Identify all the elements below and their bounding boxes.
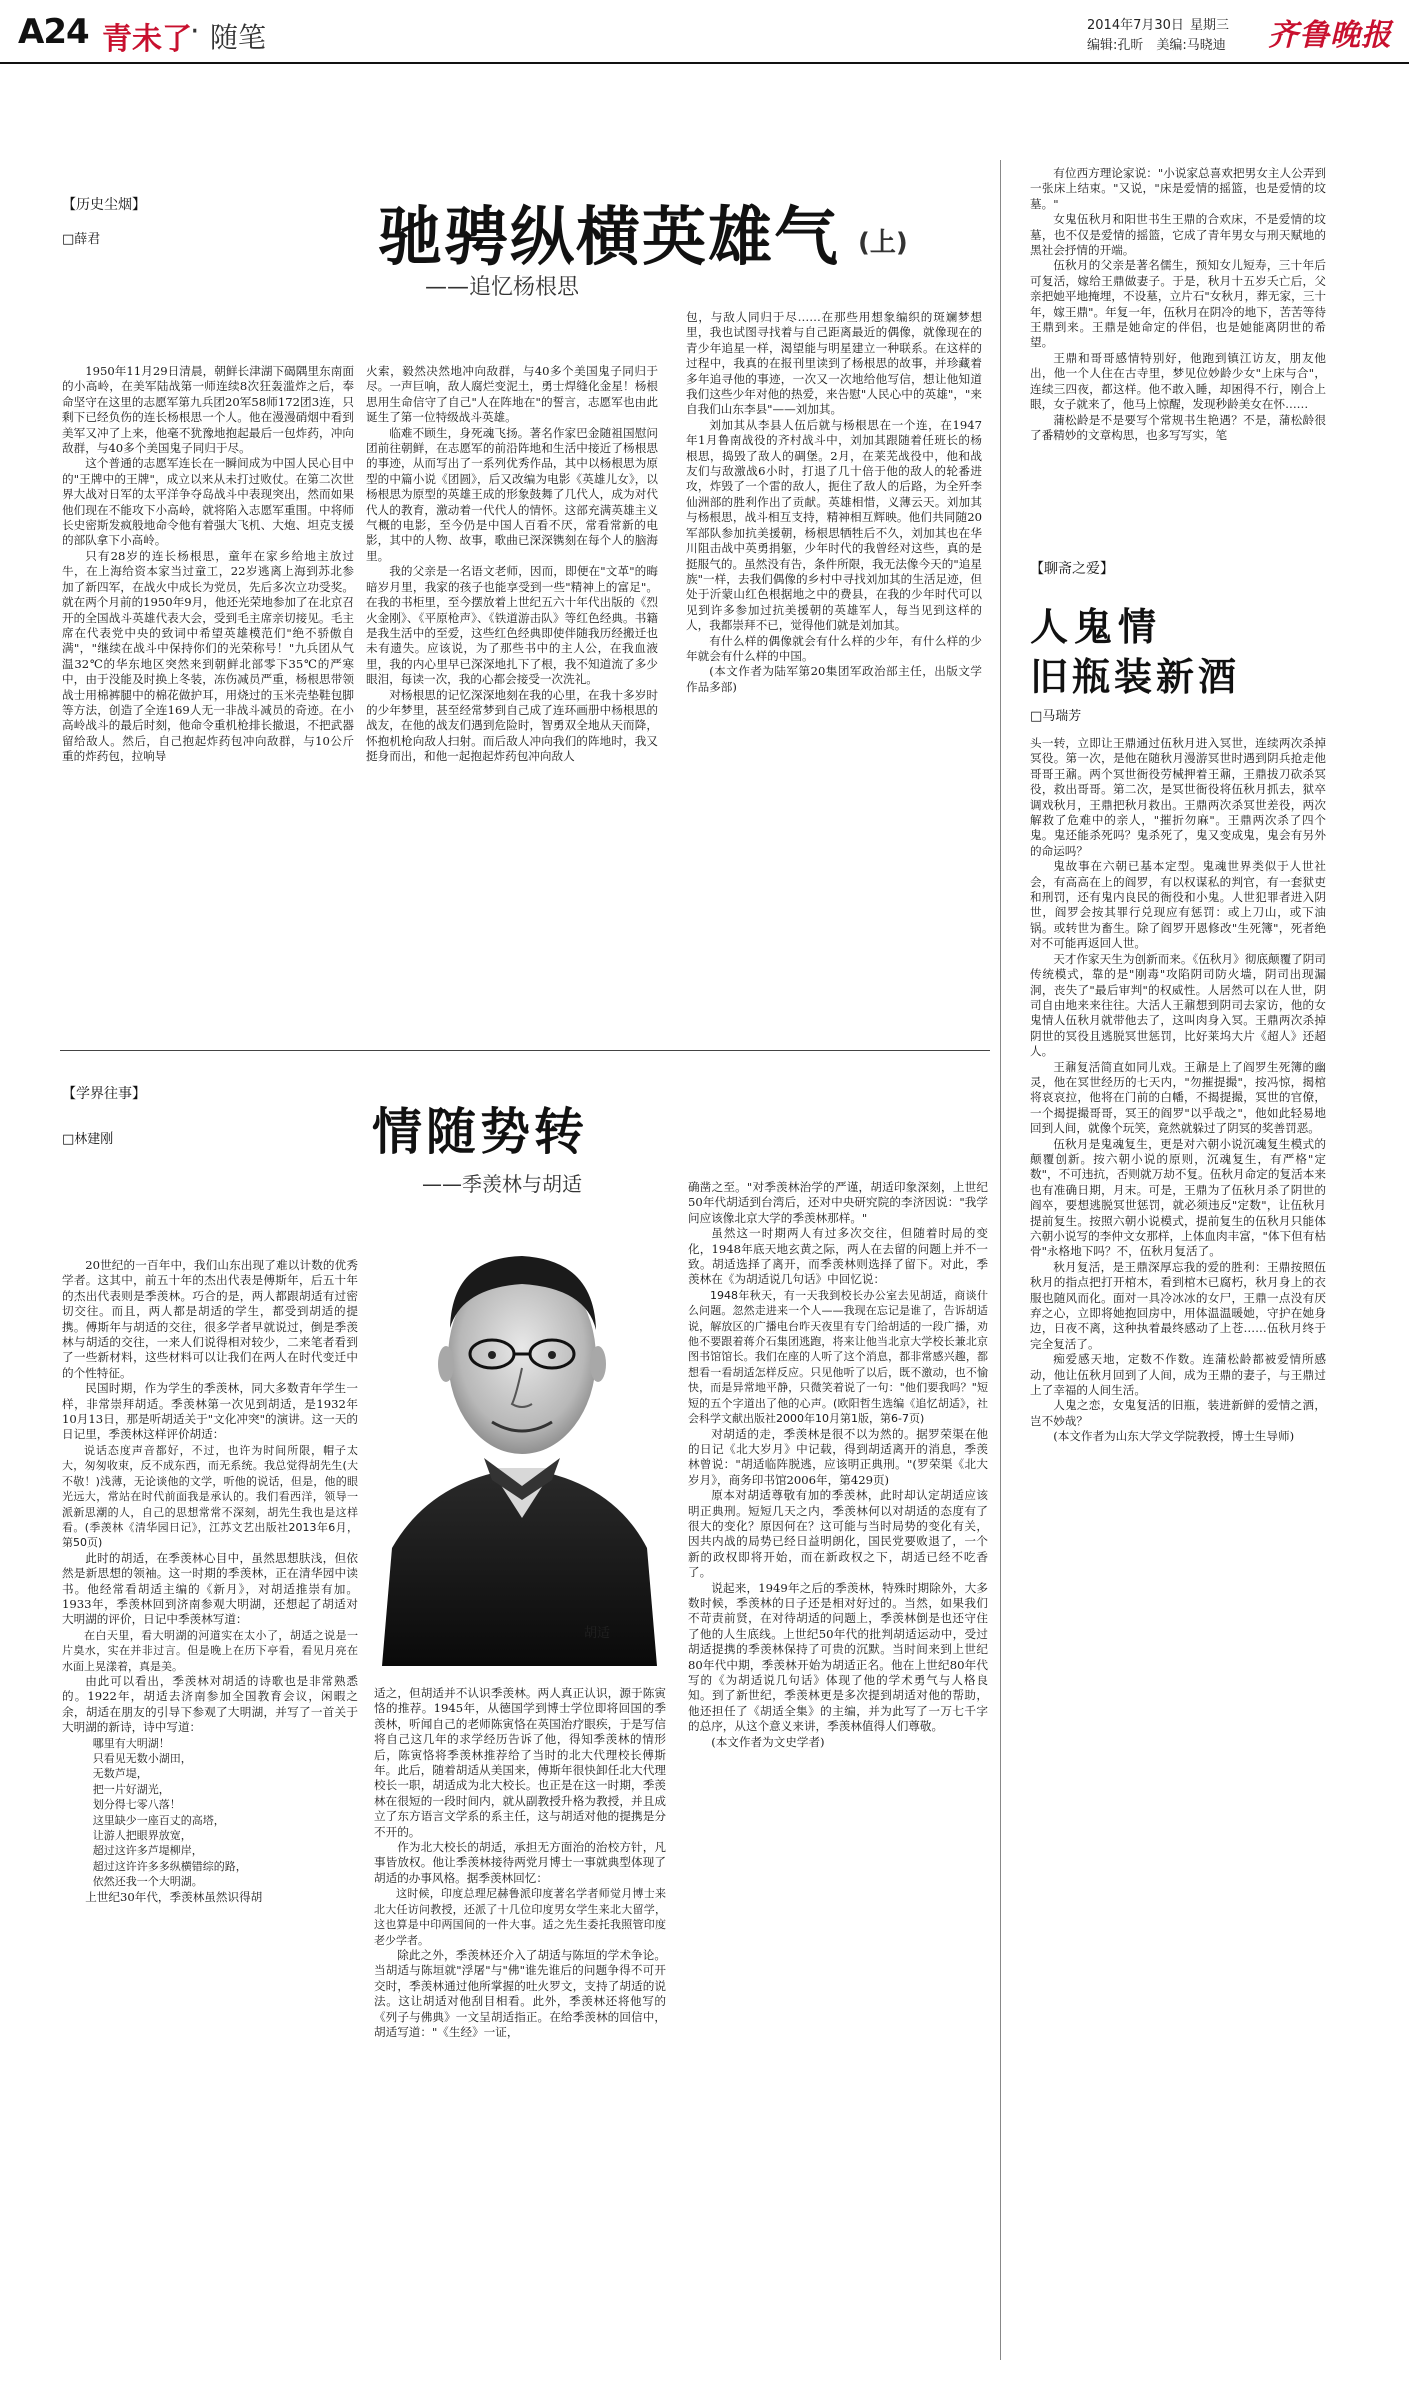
- article1-column-tag: 【历史尘烟】: [62, 197, 146, 213]
- article2-paragraph: 此时的胡适，在季羡林心目中，虽然思想肤浅，但依然是新思想的领袖。这一时期的季羡林，正在清华园中读书。他经常看胡适主编的《新月》，对胡适推崇有加。1933年，季羡林回到济南参观大明湖，还想起了胡适对大明湖的评价，日记中季羡林写道：: [62, 1550, 358, 1627]
- portrait-illustration: [372, 1218, 662, 1666]
- poem-line: 哪里有大明湖！: [92, 1736, 170, 1750]
- article2-quote: 1948年秋天，有一天我到校长办公室去见胡适，商谈什么问题。忽然走进来一个人——我现在忘记是谁了，告诉胡适说，解放区的广播电台昨天夜里有专门给胡适的一段广播，劝他不要跟着蒋介石集团逃跑，将来让他当北京大学校长兼北京图书馆馆长。我们在座的人听了这个消息，都非常感兴趣，都想看一看胡适怎样反应。只见他听了以后，既不激动，也不愉快，而是异常地平静，只微笑着说了一句："他们要我吗？"短短的五个字道出了他的心声。(欧阳哲生选编《追忆胡适》，社会科学文献出版社2000年10月第1版，第6-7页): [688, 1288, 988, 1426]
- article1-paragraph: 刘加其从李县人伍后就与杨根思在一个连，在1947年1月鲁南战役的齐村战斗中，刘加其跟随着任班长的杨根思，捣毁了敌人的碉堡。2月，在莱芜战役中，他和战友们与敌激战6小时，打退了几十倍于他的敌人的轮番进攻，炸毁了一个雷的敌人，扼住了敌人的后路，为全歼李仙洲部的胜利作出了贡献。英雄相惜，义薄云天。刘加其与杨根思，战斗相互支持，精神相互辉映。他们共同随20军部队参加抗美援朝，杨根思牺牲后不久，刘加其也在华川阻击战中英勇捐躯，少年时代的我曾经对这些，真的是挺服气的。虽然没有告，条件所限，我无法像今天的"追星族"一样，去我们偶像的乡村中寻找刘加其的生活足迹，但处于沂蒙山红色根据地之中的费县，在我的少年时代可以见到许多参加过抗美援朝的英雄军人，每当见到这样的人，我都崇拜不已，觉得他们就是刘加其。: [686, 417, 982, 633]
- article1-paragraph: 有什么样的偶像就会有什么样的少年，有什么样的少年就会有什么样的中国。: [686, 633, 982, 663]
- article3-author: □马瑞芳: [1030, 709, 1082, 724]
- poem-line: 这里缺少一座百丈的高塔，: [92, 1813, 225, 1827]
- article2-paragraph: 民国时期，作为学生的季羡林，同大多数青年学生一样，非常崇拜胡适。季羡林第一次见到胡适，是1932年10月13日，那是听胡适关于"文化冲突"的演讲。这一天的日记里，季羡林这样评价胡适：: [62, 1381, 358, 1442]
- article1-title: 驰骋纵横英雄气: [378, 201, 840, 275]
- article1-column-2: [366, 364, 658, 1039]
- article1-paragraph: 1950年11月29日清晨，朝鲜长津湖下碣隅里东南面的小高岭，在美军陆战第一师连续8次狂轰滥炸之后，奉命坚守在这里的志愿军第九兵团20军58师172团3连，只剩下已经负伤的连长杨根思一个人。他在漫漫硝烟中看到美军又冲了上来，他毫不犹豫地抱起最后一包炸药，冲向敌群，与40多个美国鬼子同归于尽。: [62, 364, 354, 456]
- article3-column-bottom: [1030, 736, 1326, 2366]
- article3-title-line1: 人鬼情: [1030, 605, 1163, 649]
- article3-paragraph: 天才作家天生为创新而来。《伍秋月》彻底颠覆了阴司传统模式，靠的是"刚毒"攻陷阴司防火墙，阴司出现漏洞，丧失了"最后审判"的权威性。人居然可以在人世，阴司自由地来来往往。大活人王鼐想到阴司去家访，他的女鬼情人伍秋月就带他去了，这叫肉身入冥。王鼎两次杀掉阴世的冥役且逃脱冥世惩罚，比好莱坞大片《超人》还超人。: [1030, 951, 1326, 1059]
- article3-paragraph: 鬼故事在六朝已基本定型。鬼魂世界类似于人世社会，有高高在上的阎罗，有以权谋私的判官，有一套狱吏和刑罚，还有鬼内良民的衙役和小鬼。人世犯罪者进入阴世，阎罗会按其罪行兑现应有惩罚：或上刀山，或下油锅。或转世为畜生。除了阎罗开恩修改"生死簿"，死者绝对不可能再返回人世。: [1030, 859, 1326, 951]
- poem-line: 只看见无数小湖田，: [92, 1752, 192, 1765]
- poem-line: 划分得七零八落！: [92, 1798, 181, 1812]
- article2-quote: 说话态度声音都好，不过，也许为时间所限，帽子太大，匆匆收束，反不成东西，而无系统。我总觉得胡先生(大不敬！)浅薄，无论谈他的文学，听他的说话，但是，他的眼光远大，常站在时代前面我是承认的。我们看西洋，领导一派新思潮的人，自己的思想常常不深刻，胡先生我也是这样看。(季羡林《清华园日记》，江苏文艺出版社2013年6月，第50页): [62, 1443, 358, 1550]
- article2-author-note: (本文作者为文史学者): [711, 1734, 825, 1749]
- article2-paragraph: 原本对胡适尊敬有加的季羡林，此时却认定胡适应该明正典刑。短短几天之内，季羡林何以对胡适的态度有了很大的变化？原因何在？这可能与当时局势的变化有关，因共内战的局势已经日益明朗化，国民党要败退了，一个新的政权即将开始，而在新政权之下，胡适已经不吃香了。: [688, 1488, 988, 1580]
- article3-column-top: [1030, 166, 1326, 516]
- article3-paragraph: 王鼐复活简直如同儿戏。王鼐是上了阎罗生死簿的幽灵，他在冥世经历的七天内，"勿摧提撮"，按冯惊，揭棺将哀哀拉，他将在门前的白幡，不揭提撮，冥世的官僚，一个揭提撮哥哥，冥王的阎罗"以乎哉之"，他如此轻易地回到人间，就像个玩笑，竟然就躲过了阴冥的奖善罚恶。: [1030, 1059, 1326, 1136]
- article2-title: 情随势转: [372, 1103, 588, 1161]
- article1-paragraph: 临难不顾生，身死魂飞扬。著名作家巴金随祖国慰问团前往朝鲜，在志愿军的前沿阵地和生活中接近了杨根思的事迹，从而写出了一系列优秀作品，其中以杨根思为原型的中篇小说《团圆》，后又改编为电影《英雄儿女》，以杨根思为原型的英雄王成的形象鼓舞了几代人，成为对代代人的教育，激动着一代代人的情怀。这部充满英雄主义气概的电影，至今仍是中国人百看不厌，常看常新的电影，其中的人物、故事，歌曲已深深镌刻在每个人的脑海里。: [366, 425, 658, 563]
- section-dot: ·: [190, 14, 200, 49]
- article3-author-note: (本文作者为山东大学文学院教授，博士生导师): [1053, 1429, 1295, 1444]
- photo-caption: 胡适: [584, 1626, 611, 1641]
- article2-paragraph: 上世纪30年代，季羡林虽然识得胡: [85, 1889, 263, 1904]
- poem-line: 超过这许多芦堤柳岸，: [92, 1844, 203, 1858]
- poem-line: 超过这许许多多纵横错综的路，: [92, 1859, 247, 1873]
- article3-title-line2: 旧瓶装新酒: [1030, 655, 1241, 699]
- article1-title-part: (上): [858, 228, 908, 258]
- article1-column-1: [62, 364, 354, 1039]
- article2-column-2b: [374, 1686, 666, 2366]
- article2-paragraph: 除此之外，季羡林还介入了胡适与陈垣的学术争论。当胡适与陈垣就"浮屠"与"佛"谁先谁后的问题争得不可开交时，季羡林通过他所掌握的吐火罗文，支持了胡适的说法。这让胡适对他刮目相看。此外，季羡林还将他写的《列子与佛典》一文呈胡适指正。在给季羡林的回信中，胡适写道："《生经》一证，: [374, 1947, 666, 2039]
- article1-paragraph: 火索，毅然决然地冲向敌群，与40多个美国鬼子同归于尽。一声巨响，敌人腐烂变泥土，勇士焊缝化金星！杨根思用生命信守了自己"人在阵地在"的誓言，志愿军也由此诞生了第一位特级战斗英雄。: [366, 364, 658, 425]
- article1-paragraph: 对杨根思的记忆深深地刻在我的心里，在我十多岁时的少年梦里，甚至经常梦到自己成了连环画册中杨根思的战友，在他的战友们遇到危险时，智勇双全地从天而降，怀抱机枪向敌人扫射。而后敌人冲向我们的阵地时，我又挺身而出，和他一起抱起炸药包冲向敌人: [366, 687, 658, 764]
- article2-quote: 在白天里，看大明湖的河道实在太小了，胡适之说是一片臭水，实在并非过言。但是晚上在历下亭看，看见月亮在水面上晃漾着，真是美。: [62, 1628, 358, 1673]
- article1-author-note: (本文作者为陆军第20集团军政治部主任，出版文学作品多部): [686, 664, 982, 694]
- poem-line: 把一片好湖光，: [92, 1782, 170, 1796]
- article3-paragraph: 人鬼之恋，女鬼复活的旧瓶，装进新鲜的爱情之酒，岂不妙哉？: [1030, 1398, 1326, 1428]
- article2-column-tag: 【学界往事】: [62, 1086, 146, 1102]
- page-header: [0, 0, 1409, 70]
- article3-paragraph: 痴爱感天地，定数不作数。连蒲松龄都被爱情所感动，他让伍秋月回到了人间，成为王鼎的妻子，与王鼎过上了幸福的人间生活。: [1030, 1352, 1326, 1398]
- article3-column-tag: 【聊斋之爱】: [1030, 561, 1114, 577]
- article2-paragraph: 由此可以看出，季羡林对胡适的诗歌也是非常熟悉的。1922年，胡适去济南参加全国教育会议，闲暇之余，胡适在朋友的引导下参观了大明湖，并写了一首关于大明湖的新诗，诗中写道：: [62, 1673, 358, 1735]
- article3-paragraph: 伍秋月是鬼魂复生，更是对六朝小说沉魂复生模式的颠覆创新。按六朝小说的原则，沉魂复生，有严格"定数"，不可违抗，否则就万劫不复。伍秋月命定的复活本来也有准确日期，月末。可是，王鼎为了伍秋月杀了阴世的阎卒，要想逃脱冥世惩罚，就必须违反"定数"，让伍秋月提前复生。按照六朝小说模式，提前复生的伍秋月只能体六朝小说写的李仲文女那样，上体血肉丰富，"体下但有枯骨"永格地下吗？不，伍秋月复活了。: [1030, 1136, 1326, 1259]
- article1-paragraph: 只有28岁的连长杨根思，童年在家乡给地主放过牛，在上海给资本家当过童工，22岁逃离上海到苏北参加了新四军，在战火中成长为党员，先后多次立功受奖。就在两个月前的1950年9月，他还光荣地参加了在北京召开的全国战斗英雄代表大会，受到毛主席亲切接见。毛主席在代表党中央的致词中希望英雄模范们"绝不骄傲自满"，"继续在战斗中保持你们的光荣称号！"九兵团从气温32℃的华东地区突然来到朝鲜北部零下35℃的严寒中，由于没能及时换上冬装，冻伤减员严重，杨根思带领战士用棉裤腿中的棉花做护耳，用烧过的玉米壳垫鞋包脚等方法，创造了全连169人无一非战斗减员的奇迹。在小高岭战斗的最后时刻，他命令重机枪排长撤退，不把武器留给敌人。然后，自己抱起炸药包冲向敌群，与10公斤重的炸药包，拉响导: [62, 548, 354, 764]
- article3-paragraph: 伍秋月的父亲是著名儒生，预知女儿短寿，三十年后可复活，嫁给王鼎做妻子。于是，秋月十五岁夭亡后，父亲把她平地掩埋，不设墓，立片石"女秋月，葬无家，三十年，嫁王鼎"。年复一年，伍秋月在阴冷的地下，苦苦等待王鼎到来。王鼎是她命定的伴侣，也是她能离阴世的希望。: [1030, 258, 1326, 350]
- header-editors: 编辑:孔昕 美编:马晓迪: [1087, 38, 1226, 53]
- article2-paragraph: 确凿之至。"对季羡林治学的严谨，胡适印象深刻，上世纪50年代胡适到台湾后，还对中央研究院的李济因说："我学问应该像北京大学的季羡林那样。": [688, 1180, 988, 1225]
- header-rule: [0, 62, 1409, 64]
- header-date: 2014年7月30日: [1087, 18, 1184, 33]
- article2-paragraph: 虽然这一时期两人有过多次交往，但随着时局的变化，1948年底天地玄黄之际，两人在去留的问题上并不一致。胡适选择了离开，而季羡林则选择了留下。对此，季羡林在《为胡适说几句话》中回忆说：: [688, 1226, 988, 1287]
- article2-paragraph: 作为北大校长的胡适，承担无方面治的治校方针，凡事皆放权。他让季羡林接待两党月博士一事就典型体现了胡适的办事风格。据季羡林回忆：: [374, 1840, 666, 1885]
- article2-paragraph: 适之，但胡适并不认识季羡林。两人真正认识，源于陈寅恪的推荐。1945年，从德国学到博士学位即将回国的季羡林，听闻自己的老师陈寅恪在英国治疗眼疾，于是写信将自己这几年的求学经历告诉了他，得知季羡林的情形后，陈寅恪将季羡林推荐给了当时的北大代理校长傅斯年。此后，随着胡适从美国来，傅斯年很快卸任北大代理校长一职，胡适成为北大校长。也正是在这一时期，季羡林在很短的一段时间内，就从副教授升格为教授，并且成立了东方语言文学系的系主任，这与胡适对他的提携是分不开的。: [374, 1686, 666, 1839]
- article1-column-3: [686, 310, 982, 1040]
- article3-paragraph: 有位西方理论家说："小说家总喜欢把男女主人公弄到一张床上结束。"又说，"床是爱情的摇篮，也是爱情的坟墓。": [1030, 166, 1326, 211]
- article2-column-2a: [688, 1180, 988, 2365]
- hu-shi-photo: [372, 1218, 662, 1666]
- poem-line: 无数芦堤，: [92, 1767, 148, 1781]
- article1-author: □薛君: [62, 232, 101, 247]
- article1-paragraph: 我的父亲是一名语文老师，因而，即便在"文革"的晦暗岁月里，我家的孩子也能享受到一些"精神上的富足"。在我的书柜里，至今摆放着上世纪五六十年代出版的《烈火金刚》、《平原枪声》、《铁道游击队》等红色经典。书籍是我生活中的至爱，这些红色经典即使伴随我历经搬迁也未有遗失。应该说，为了那些书中的主人公，在我血液里，我的内心里早已深深地扎下了根，我不知道流了多少眼泪，每读一次，我的心都会接受一次洗礼。: [366, 564, 658, 687]
- article3-paragraph: 女鬼伍秋月和阳世书生王鼎的合欢床，不是爱情的坟墓，也不仅是爱情的摇篮，它成了青年男女与刑天赋地的黑社会抒情的开端。: [1030, 212, 1326, 258]
- article2-column-1: [62, 1258, 358, 2358]
- article1-subtitle: ——追忆杨根思: [425, 275, 580, 300]
- article2-subtitle: ——季羡林与胡适: [422, 1172, 582, 1196]
- article1-paragraph: 包，与敌人同归于尽……在那些用想象编织的斑斓梦想里，我也试图寻找着与自己距离最近的偶像，就像现在的青少年追星一样，渴望能与明星建立一种联系。在这样的过程中，我真的在报刊里读到了杨根思的故事，并珍藏着多年追寻他的事迹，一次又一次地给他写信，想让他知道我们这些少年对他的热爱，来告慰"人民心中的英雄"，"来自我们山东李县"——刘加其。: [686, 310, 982, 417]
- section-name: 青未了: [102, 22, 192, 57]
- paper-logo: 齐鲁晚报: [1268, 18, 1392, 53]
- article1-paragraph: 这个普通的志愿军连长在一瞬间成为中国人民心目中的"王牌中的王牌"，成立以来从未打过败仗。在第二次世界大战对日军的太平洋争夺岛战斗中表现突出，然而如果他们现在不能攻下小高岭，就将陷入志愿军重围。中将师长史密斯发疯般地命令他有着强大飞机、大炮、坦克支援的部队拿下小高岭。: [62, 456, 354, 548]
- header-weekday: 星期三: [1190, 18, 1230, 33]
- article-divider: [60, 1050, 990, 1051]
- article2-author: □林建刚: [62, 1132, 114, 1147]
- article3-paragraph: 王鼎和哥哥感情特别好，他跑到镇江访友，朋友他出，他一个人住在古寺里，梦见位妙龄少女"上床与合"，连续三四夜，都这样。他不敢入睡，却困得不行，刚合上眼，女子就来了，他马上惊醒，发现秒龄美女在怀……: [1030, 350, 1326, 412]
- article2-paragraph: 对胡适的走，季羡林是很不以为然的。据罗荣渠在他的日记《北大岁月》中记载，得到胡适离开的消息，季羡林曾说："胡适临阵脱逃，应该明正典刑。"(罗荣渠《北大岁月》，商务印书馆2006年，第429页): [688, 1426, 988, 1487]
- article2-paragraph: 说起来，1949年之后的季羡林，特殊时期除外，大多数时候，季羡林的日子还是相对好过的。当然，如果我们不苛责前贤，在对待胡适的问题上，季羡林倒是也还守住了他的人生底线。上世纪50年代的批判胡适运动中，受过胡适提携的季羡林保持了可贵的沉默。当时间来到上世纪80年代中期，季羡林开始为胡适正名。他在上世纪80年代写的《为胡适说几句话》体现了他的学术勇气与人格良知。到了新世纪，季羡林更是多次提到胡适对他的帮助，他还担任了《胡适全集》的主编，并为此写了一万七千字的总序，从这个意义来讲，季羡林值得人们尊敬。: [688, 1580, 988, 1734]
- article2-paragraph: 20世纪的一百年中，我们山东出现了难以计数的优秀学者。这其中，前五十年的杰出代表是傅斯年，后五十年的杰出代表则是季羡林。巧合的是，两人都跟胡适有过密切交往。而且，两人都是胡适的学生，都受到胡适的提携。傅斯年与胡适的交往，很多学者早就说过，倒是季羡林与胡适的交往，一来人们说得相对较少，二来笔者看到了一些新材料，这些材料可以让我们在两人在时代变迁中的个性特征。: [62, 1258, 358, 1380]
- article3-paragraph: 头一转，立即让王鼎通过伍秋月进入冥世，连续两次杀掉冥役。第一次，是他在随秋月漫游冥世时遇到阴兵抢走他哥哥王鼐。两个冥世衙役劳械押着王鼐，王鼎拔刀砍杀冥役，救出哥哥。第二次，是冥世衙役将伍秋月抓去，狱卒调戏秋月，王鼎把秋月救出。王鼎两次杀冥世差役，两次解救了危难中的亲人，"摧折勿麻"。王鼎两次杀了四个鬼。鬼还能杀死吗？鬼杀死了，鬼又变成鬼，鬼会有另外的命运吗？: [1030, 736, 1326, 858]
- article3-paragraph: 秋月复活，是王鼎深厚忘我的爱的胜利：王鼎按照伍秋月的指点把打开棺木，看到棺木已腐朽，秋月身上的衣服也随风而化。面对一具冷冰冰的女尸，王鼎一点没有厌弃之心，立即将她抱回房中，用体温温暖她，守护在她身边，日夜不离，这种执着最终感动了上苍……伍秋月终于完全复活了。: [1030, 1259, 1326, 1351]
- poem-line: 让游人把眼界放宽，: [92, 1829, 192, 1843]
- section-sub: 随笔: [210, 21, 267, 54]
- article3-paragraph: 蒲松龄是不是要写个常规书生艳遇？不是，蒲松龄很了番精妙的文章构思，也多写写实，笔: [1030, 412, 1326, 442]
- column-divider: [1000, 160, 1001, 2360]
- poem-line: 依然还我一个大明湖。: [92, 1875, 203, 1889]
- article2-quote: 这时候，印度总理尼赫鲁派印度著名学者师觉月博士来北大任访问教授，还派了十几位印度男女学生来北大留学，这也算是中印两国间的一件大事。适之先生委托我照管印度老少学者。: [374, 1887, 666, 1947]
- page-number: A24: [18, 12, 89, 52]
